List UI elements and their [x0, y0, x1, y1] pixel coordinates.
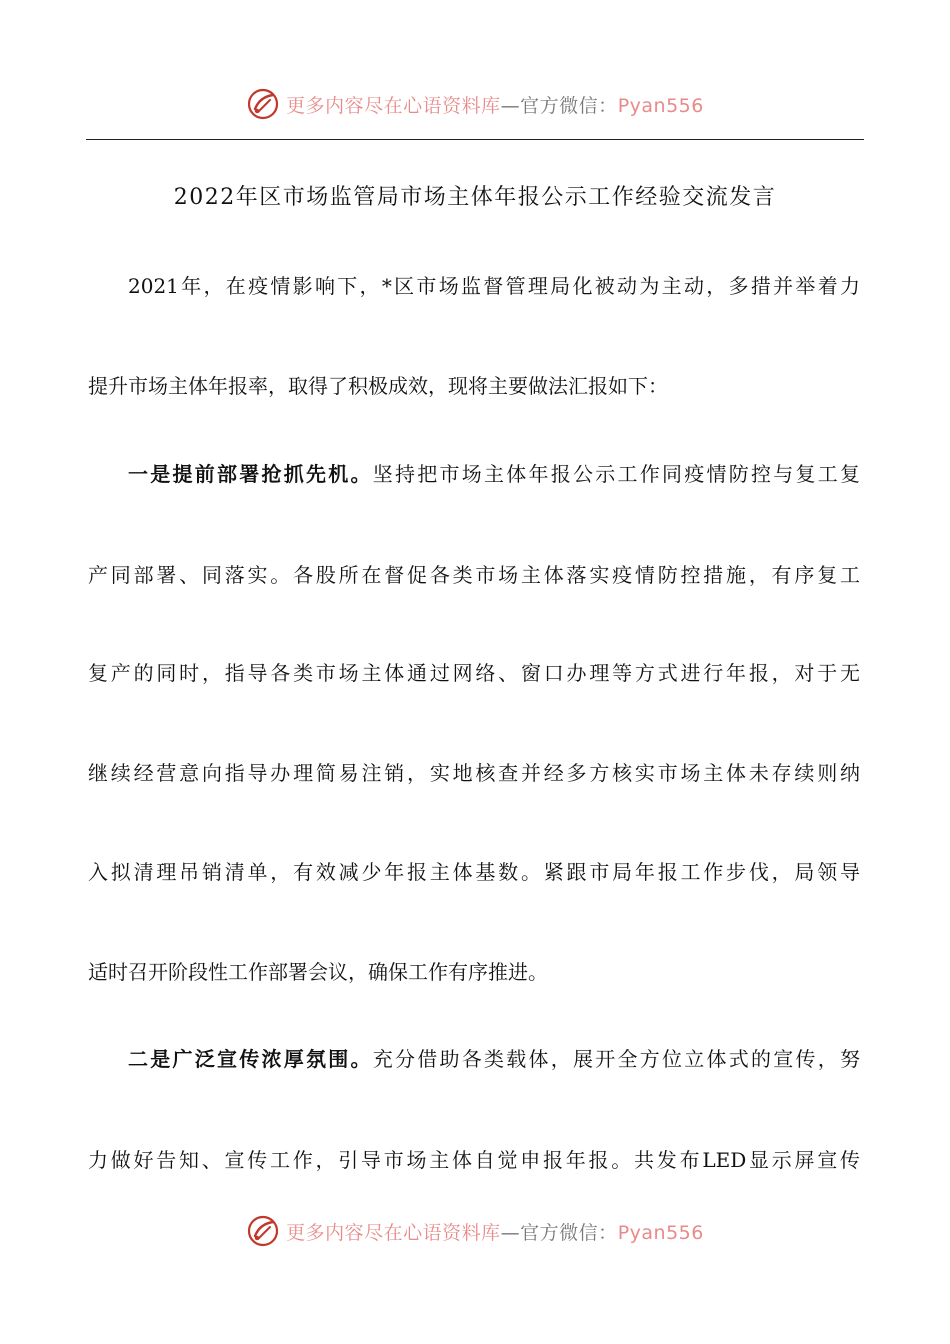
paragraph-lead: 一是提前部署抢抓先机。 — [128, 462, 373, 486]
header-banner — [0, 84, 950, 124]
paragraph-line: 产同部署、同落实。各股所在督促各类市场主体落实疫情防控措施，有序复工 — [88, 563, 860, 587]
paragraph-line: 一是提前部署抢抓先机。坚持把市场主体年报公示工作同疫情防控与复工复 — [128, 462, 860, 486]
banner-main-text: 更多内容尽在心语资料库 — [286, 94, 501, 117]
paragraph-line: 继续经营意向指导办理简易注销，实地核查并经多方核实市场主体未存续则纳 — [88, 761, 860, 785]
paragraph-lead: 二是广泛宣传浓厚氛围。 — [128, 1047, 373, 1071]
banner-main-text: 更多内容尽在心语资料库 — [286, 1221, 501, 1244]
brand-logo-icon — [246, 1214, 280, 1248]
banner-sub-text: —官方微信： — [500, 94, 618, 117]
banner-text — [286, 1218, 704, 1245]
paragraph-line: 2021年，在疫情影响下，*区市场监督管理局化被动为主动，多措并举着力 — [128, 274, 860, 298]
banner-wechat-id: Pyan556 — [617, 94, 704, 117]
header-divider — [86, 139, 864, 140]
footer-banner — [0, 1211, 950, 1251]
paragraph-line: 提升市场主体年报率，取得了积极成效，现将主要做法汇报如下： — [88, 374, 668, 398]
paragraph-line: 力做好告知、宣传工作，引导市场主体自觉申报年报。共发布LED显示屏宣传 — [88, 1148, 860, 1172]
banner-text — [286, 91, 704, 118]
paragraph-line: 适时召开阶段性工作部署会议，确保工作有序推进。 — [88, 960, 548, 984]
brand-logo-icon — [246, 87, 280, 121]
document-title: 2022年区市场监管局市场主体年报公示工作经验交流发言 — [173, 185, 777, 210]
paragraph-line: 二是广泛宣传浓厚氛围。充分借助各类载体，展开全方位立体式的宣传，努 — [128, 1047, 860, 1071]
paragraph-line: 复产的同时，指导各类市场主体通过网络、窗口办理等方式进行年报，对于无 — [88, 661, 860, 685]
paragraph-line: 入拟清理吊销清单，有效减少年报主体基数。紧跟市局年报工作步伐，局领导 — [88, 860, 860, 884]
banner-sub-text: —官方微信： — [500, 1221, 618, 1244]
banner-wechat-id: Pyan556 — [617, 1221, 704, 1244]
